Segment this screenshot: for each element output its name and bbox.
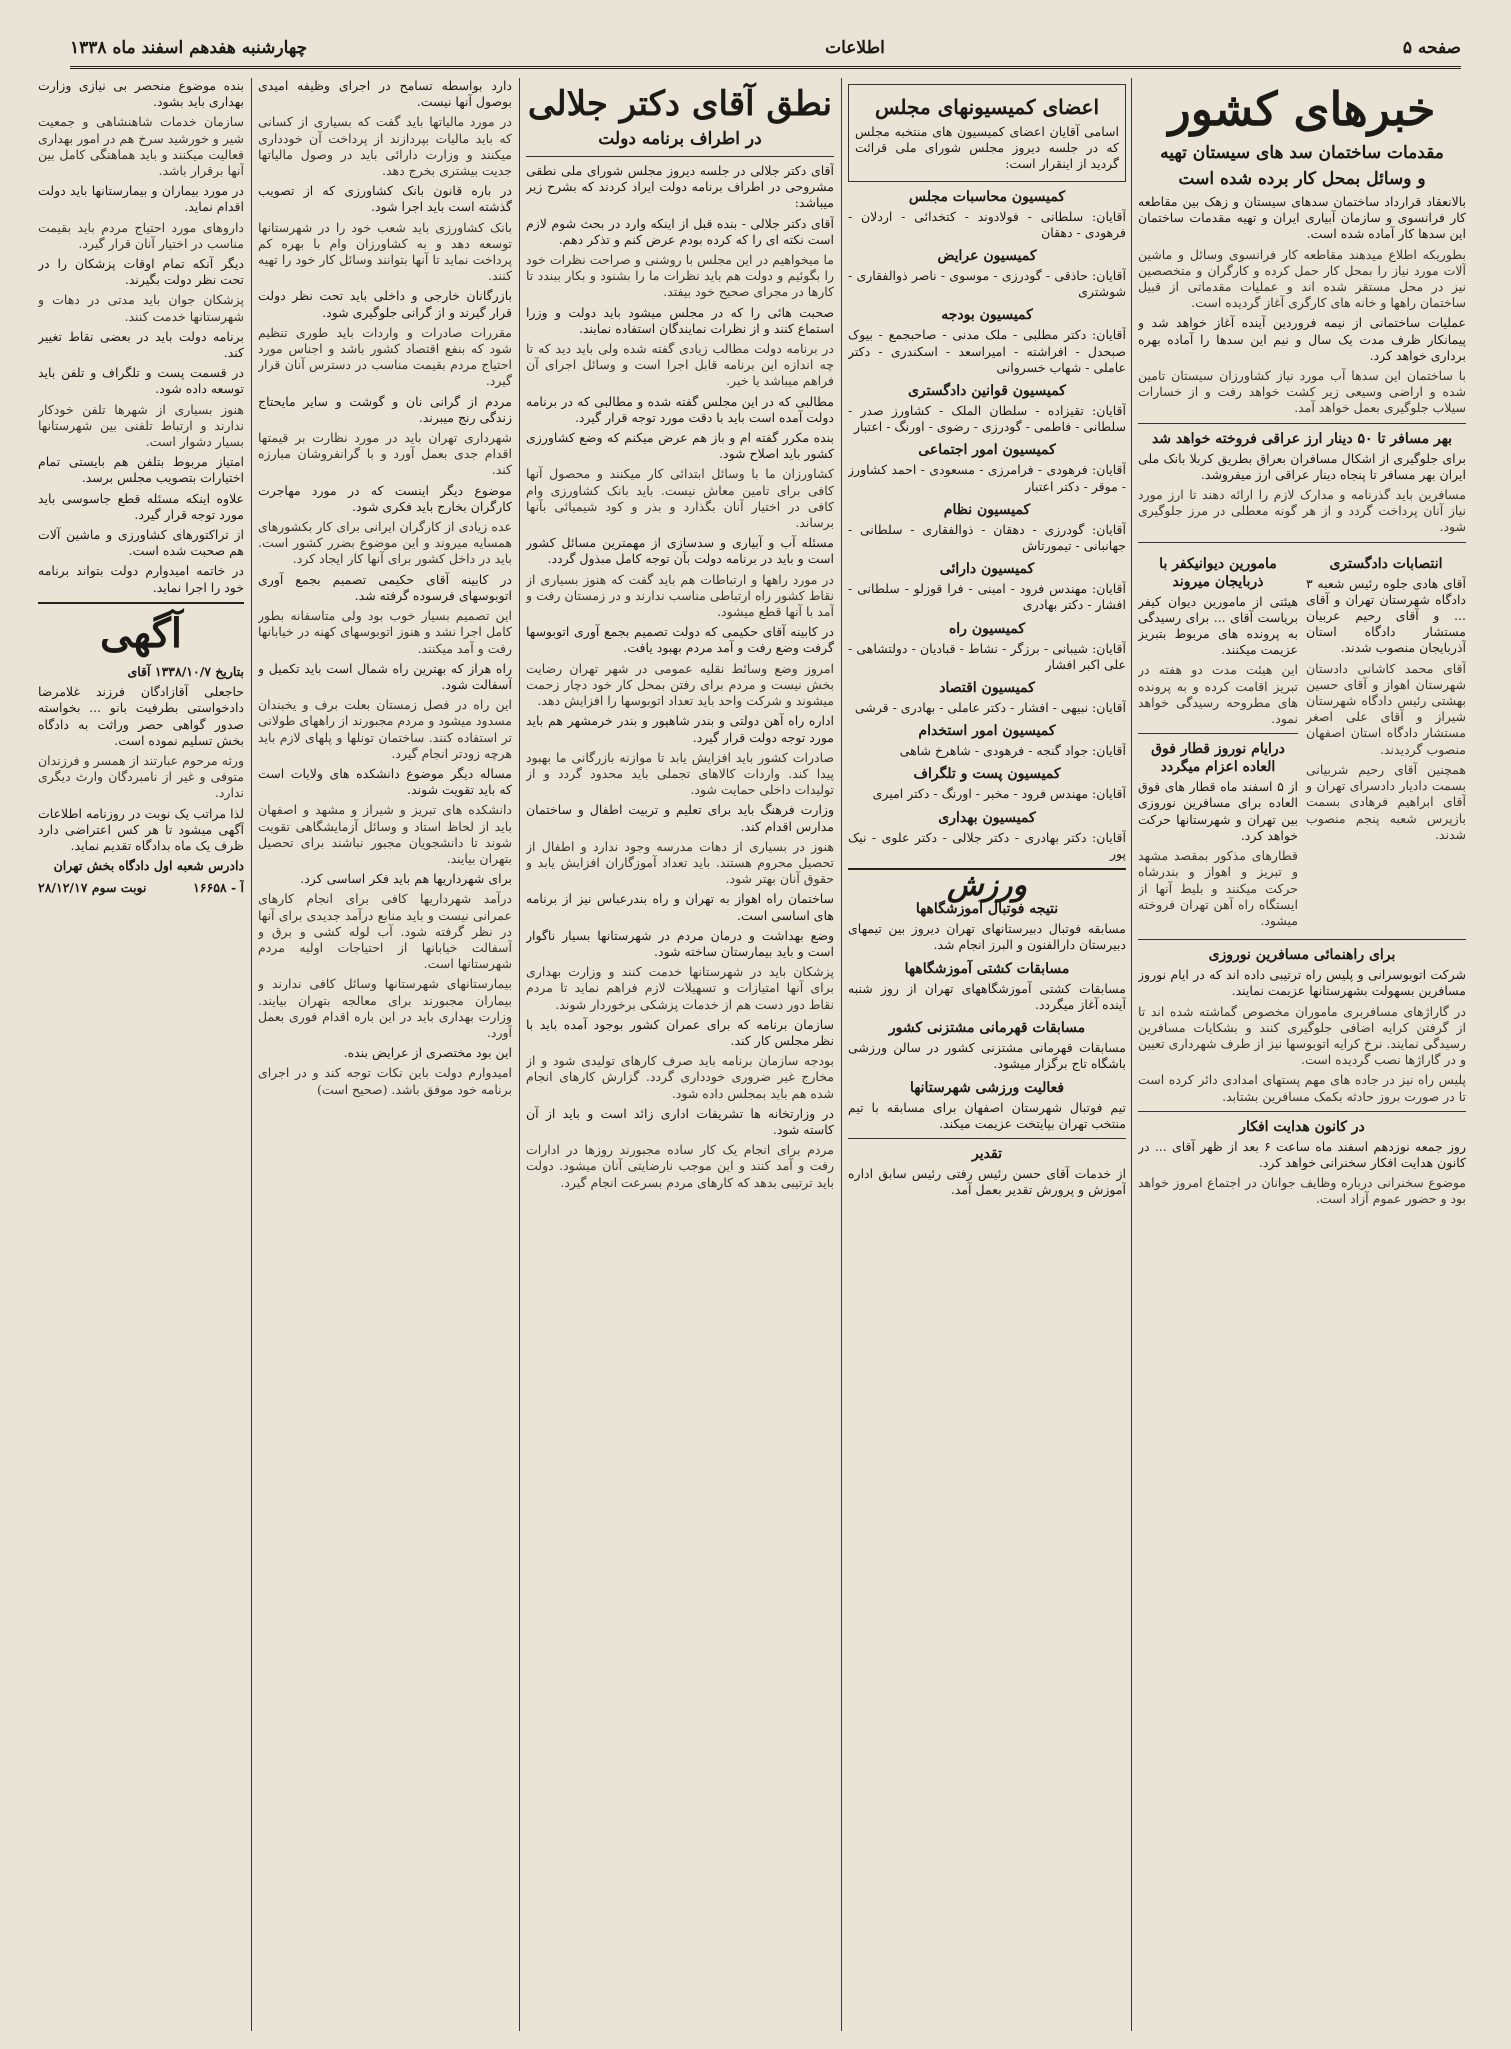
article-text: ما میخواهیم در این مجلس با روشنی و صراحت نظرات خود را بگوئیم و دولت هم باید نظرات ما را بشنود و بکار ببندد تا کارها در مجرای صحیح خود بیفتد. — [526, 252, 834, 300]
article-text: روز جمعه نوزدهم اسفند ماه ساعت ۶ بعد از ظهر آقای ... در کانون هدایت افکار سخنرانی خواهد کرد. — [1138, 1138, 1466, 1170]
column-rule — [1131, 78, 1132, 2031]
column-2 — [848, 78, 1126, 2031]
notice-body: لذا مراتب یک نوبت در روزنامه اطلاعات آگهی میشود تا هر کس اعتراضی دارد ظرف یک ماه بدادگاه تقدیم نماید. — [38, 805, 244, 853]
article-text: شهرداری تهران باید در مورد نظارت بر قیمتها اقدام جدی بعمل آورد و با گرانفروشان مبارزه کند. — [258, 430, 512, 478]
commission-members: آقایان: نبیهی - افشار - دکتر عاملی - بهادری - قرشی — [854, 700, 1126, 716]
newspaper-name: اطلاعات — [825, 38, 885, 58]
article-text: دیگر آنکه تمام اوقات پزشکان را در تحت نظر دولت بگیرند. — [38, 256, 244, 288]
commission-heading: کمیسیون امور استخدام — [918, 723, 1056, 740]
page-number: صفحه ۵ — [1402, 38, 1461, 58]
headline-dam-2: و وسائل بمحل کار برده شده است — [1178, 169, 1426, 189]
sports-headline: مسابقات قهرمانی مشتزنی کشور — [888, 1020, 1086, 1037]
column-rule — [841, 78, 842, 2031]
article-text: آقای دکتر جلالی در جلسه دیروز مجلس شورای ملی نطقی مشروحی در اطراف برنامه دولت ایراد کردند که بشرح زیر میباشد: — [526, 163, 834, 211]
headline-guide: برای راهنمائی مسافرین نوروزی — [1208, 947, 1396, 964]
article-text: هیئتی از مامورین دیوان کیفر بریاست آقای ... برای رسیدگی به پرونده های مربوط بتبریز عزیمت میکنند. — [1138, 593, 1298, 658]
article-text: مقررات صادرات و واردات باید طوری تنظیم شود که بنفع اقتصاد کشور باشد و اجناس مورد احتیاج مردم بقیمت مناسب در دسترس آنان قرار گیرد. — [258, 324, 512, 389]
article-text: از ۵ اسفند ماه قطار های فوق العاده برای مسافرین نوروزی بین تهران و شهرستانها حرکت خواهد کرد. — [1138, 779, 1299, 843]
article-text: پلیس راه نیز در جاده های مهم پستهای امدادی دائر کرده است تا در صورت بروز حادثه بکمک مسافرین بشتابد. — [1138, 1072, 1466, 1104]
article-text: مردم برای انجام یک کار ساده مجبورند روزها در ادارات رفت و آمد کنند و این موجب نارضایتی آنان میشود. دولت باید ترتیبی بدهد که کارهای مردم بسرعت انجام گیرد. — [526, 1142, 834, 1190]
commission-heading: کمیسیون عرایض — [937, 248, 1037, 265]
commission-heading: کمیسیون قوانین دادگستری — [908, 383, 1066, 400]
article-text: بودجه سازمان برنامه باید صرف کارهای تولیدی شود و از مخارج غیر ضروری خودداری گردد. گزارش کارهای انجام شده هم باید بمجلس داده شود. — [526, 1053, 834, 1101]
column-4 — [258, 78, 512, 2031]
commission-heading: کمیسیون بهداری — [938, 809, 1036, 826]
notice-date-line: بتاریخ ۱۳۳۸/۱۰/۷ آقای — [127, 663, 244, 679]
article-text: در مورد مالیاتها باید گفت که بسیاری از کسانی که باید مالیات بپردازند از پرداخت آن خودداری میکنند و وزارت دارائی باید در وصول مالیاتها جدیت بیشتری بخرج دهد. — [258, 114, 512, 179]
commission-heading: کمیسیون پست و تلگراف — [913, 766, 1061, 783]
article-text: بازرگانان خارجی و داخلی باید تحت نظر دولت قرار گیرند و از گرانی جلوگیری شود. — [258, 288, 512, 320]
article-text: همچنین آقای رحیم شربیانی بسمت دادیار دادسرای تهران و آقای ابراهیم فرهادی بسمت بازپرس شعبه پنجم منصوب شدند. — [1306, 761, 1466, 842]
article-text: شرکت اتوبوسرانی و پلیس راه ترتیبی داده اند که در ایام نوروز مسافرین بسهولت بشهرستانها عزیمت نمایند. — [1138, 967, 1466, 999]
article-text: برای جلوگیری از اشکال مسافران بعراق بطریق کربلا بانک ملی ایران بهر مسافر تا پنجاه دینار عراقی ارز میفروشد. — [1138, 450, 1466, 482]
column-rule — [251, 78, 252, 2031]
article-text: راه هراز که بهترین راه شمال است باید تکمیل و آسفالت شود. — [258, 660, 512, 692]
article-text: برای شهرداریها هم باید فکر اساسی کرد. — [300, 871, 512, 887]
article-text: دارد بواسطه تسامح در اجرای وظیفه امیدی بوصول آنها نیست. — [258, 78, 512, 110]
article-text: پزشکان جوان باید مدتی در دهات و شهرستانها خدمت کنند. — [38, 292, 244, 324]
notice-signature: دادرس شعبه اول دادگاه بخش تهران — [53, 858, 244, 874]
divider — [38, 602, 244, 604]
article-text: در گاراژهای مسافربری ماموران مخصوص گماشته شده اند تا از گرفتن کرایه اضافی جلوگیری کنند و بشکایات مسافرین رسیدگی نمایند. نرخ کرایه اتوبوسها نیز از طرف شهرداری تعیین و در گاراژها نصب گردیده است. — [1138, 1003, 1466, 1068]
article-text: بانک کشاورزی باید شعب خود را در شهرستانها توسعه دهد و به کشاورزان وام با بهره کم پرداخت نماید تا آنها بتوانند وسائل کار خود را تهیه کنند. — [258, 219, 512, 284]
article-text: ساختمان راه اهواز به تهران و راه بندرعباس نیز از برنامه های اساسی است. — [526, 891, 834, 923]
article-text: پزشکان باید در شهرستانها خدمت کنند و وزارت بهداری برای آنها امتیازات و تسهیلات لازم فراهم نماید تا مردم نقاط دور دست هم از خدمات پزشکی برخوردار شوند. — [526, 964, 834, 1012]
article-text: وضع بهداشت و درمان مردم در شهرستانها بسیار ناگوار است و باید بیمارستان ساخته شود. — [526, 927, 834, 959]
column-5 — [38, 78, 244, 2031]
headline-passenger: بهر مسافر تا ۵۰ دینار ارز عراقی فروخته خواهد شد — [1151, 430, 1453, 447]
commission-members: آقایان: جواد گنجه - فرهودی - شاهرخ شاهی — [899, 743, 1126, 759]
divider — [1138, 733, 1298, 734]
section-title: خبرهای کشور — [1168, 82, 1436, 136]
commission-members: آقایان: مهندس فرود - مخبر - اورنگ - دکتر امیری — [872, 786, 1126, 802]
article-text: مساله دیگر موضوع دانشکده های ولایات است که باید تقویت شوند. — [258, 765, 512, 798]
article-text: تیم فوتبال شهرستان اصفهان برای مسابقه با تیم منتخب تهران بپایتخت عزیمت میکند. — [848, 1099, 1126, 1131]
article-text: قطارهای مذکور بمقصد مشهد و تبریز و اهواز و بندرشاه حرکت میکنند و بلیط آنها از ایستگاه راه آهن تهران فروخته میشود. — [1138, 848, 1298, 928]
divider — [1138, 1111, 1466, 1112]
column-rule — [519, 78, 520, 2031]
sports-section-logo: ورزش — [946, 868, 1028, 904]
column-1 — [1138, 78, 1466, 2031]
commission-heading: کمیسیون دارائی — [939, 561, 1035, 578]
article-text: داروهای مورد احتیاج مردم باید بقیمت مناسب در اختیار آنان قرار گیرد. — [38, 219, 244, 251]
article-text: صحبت هائی را که در مجلس میشود باید دولت و وزرا استماع کنند و از نظرات نمایندگان استفاده نمایند. — [526, 304, 834, 336]
article-text: از تراکتورهای کشاورزی و ماشین آلات هم صحبت شده است. — [38, 527, 244, 559]
sports-headline: فعالیت ورزشی شهرستانها — [909, 1079, 1065, 1096]
article-text: مردم از گرانی نان و گوشت و سایر مایحتاج زندگی رنج میبرند. — [258, 393, 512, 425]
notice-body: حاجعلی آقازادگان فرزند غلامرضا دادخواستی بطرفیت بانو ... بخواسته صدور گواهی حصر وراثت به دادگاه بخش تسلیم نموده است. — [38, 684, 244, 748]
commission-members: آقایان: شیبانی - برزگر - نشاط - قبادیان - دولتشاهی - علی اکبر افشار — [848, 640, 1126, 672]
commission-heading: کمیسیون نظام — [943, 501, 1031, 518]
article-text: اسامی آقایان اعضای کمیسیون های منتخبه مجلس که در جلسه دیروز مجلس شورای ملی قرائت گردید از اینقرار است: — [855, 124, 1119, 172]
article-text: مسئله آب و آبیاری و سدسازی از مهمترین مسائل کشور است و باید در برنامه دولت بآن توجه کامل مبذول گردد. — [526, 535, 834, 567]
divider — [1138, 939, 1466, 940]
article-text: هنوز بسیاری از شهرها تلفن خودکار ندارند و ارتباط تلفنی بین شهرستانها بسیار دشوار است. — [38, 401, 244, 450]
article-text: آقای دکتر جلالی - بنده قبل از اینکه وارد در بحث شوم لازم است نکته ای را که کرده بودم عرض کنم و تذکر دهم. — [526, 215, 834, 247]
article-text: موضوع دیگر اینست که در مورد مهاجرت کارگران بخارج باید فکری شود. — [258, 482, 512, 514]
article-text: این بود مختصری از عرایض بنده. — [343, 1045, 512, 1061]
commission-members: آقایان: فرهودی - فرامرزی - مسعودی - احمد کشاورز - موقر - دکتر اعتبار — [848, 462, 1126, 494]
article-text: با ساختمان این سدها آب مورد نیاز کشاورزان سیستان تامین شده و اراضی وسیعی زیر کشت خواهد رفت و از خسارات سیلاب جلوگیری بعمل خواهد آمد. — [1138, 368, 1466, 416]
article-text: هنوز در بسیاری از دهات مدرسه وجود ندارد و اطفال از تحصیل محروم هستند. باید تعداد آموزگاران افزایش یابد و حقوق آنان بهتر شود. — [526, 838, 834, 887]
article-text: بنده مکرر گفته ام و باز هم عرض میکنم که وضع کشاورزی کشور باید اصلاح شود. — [526, 430, 834, 462]
sports-headline: تقدیر — [972, 1145, 1002, 1162]
article-text: آقای هادی جلوه رئیس شعبه ۳ دادگاه شهرستان تهران و آقای ... و آقای رحیم عربیان مستشار دادگاه استان آذربایجان منصوب شدند. — [1306, 575, 1466, 656]
divider — [848, 1138, 1126, 1139]
commission-heading: کمیسیون بودجه — [941, 307, 1033, 324]
commission-members: آقایان: سلطانی - فولادوند - کتخدائی - اردلان - فرهودی - دهقان — [848, 208, 1126, 240]
speech-title: نطق آقای دکتر جلالی — [527, 84, 833, 124]
article-text: مسابقه فوتبال دبیرستانهای تهران دیروز بین تیمهای دبیرستان دارالفنون و البرز انجام شد. — [848, 921, 1126, 953]
notice-issue: نوبت سوم ۲۸/۱۲/۱۷ — [38, 880, 147, 896]
commission-members: آقایان: دکتر بهادری - دکتر جلالی - دکتر علوی - نیک پور — [848, 829, 1126, 861]
issue-date: چهارشنبه هفدهم اسفند ماه ۱۳۳۸ — [70, 38, 308, 58]
article-text: از خدمات آقای حسن رئیس رفتی رئیس سابق اداره آموزش و پرورش تقدیر بعمل آمد. — [848, 1165, 1126, 1198]
commission-heading: کمیسیون راه — [948, 620, 1026, 637]
notice-footer — [38, 880, 244, 896]
article-text: عده زیادی از کارگران ایرانی برای کار بکشورهای همسایه میروند و این موضوع بضرر کشور است. باید در داخل کشور برای آنها کار ایجاد کرد. — [258, 519, 512, 567]
masthead — [70, 30, 1461, 69]
article-text: امروز وضع وسائط نقلیه عمومی در شهر تهران رضایت بخش نیست و مردم برای رفتن بمحل کار خود دچار زحمت میشوند و شرکت واحد باید تعداد اتوبوسها را افزایش دهد. — [526, 660, 834, 709]
article-text: در برنامه دولت مطالب زیادی گفته شده ولی باید دید که تا چه اندازه این برنامه قابل اجرا است و وسائل اجرای آن فراهم میباشد یا خیر. — [526, 341, 834, 389]
headline-noruz: درایام نوروز قطار فوق العاده اعزام میگردد — [1151, 741, 1285, 776]
commission-heading: کمیسیون محاسبات مجلس — [908, 188, 1066, 205]
notice-body: ورثه مرحوم عبارتند از همسر و فرزندان متوفی و غیر از نامبردگان وارث دیگری ندارد. — [38, 752, 244, 801]
article-text: بنده موضوع منحصر بی نیازی وزارت بهداری باید بشود. — [38, 78, 244, 110]
article-text: کشاورزان ما با وسائل ابتدائی کار میکنند و محصول آنها کافی برای تامین معاش نیست. باید بانک کشاورزی وام کافی در اختیار آنان بگذارد و بذر و کود شیمیائی بآنها برساند. — [526, 466, 834, 531]
article-text: مسابقات قهرمانی مشتزنی کشور در سالن ورزشی باشگاه تاج برگزار میشود. — [848, 1040, 1126, 1072]
article-text: آقای محمد کاشانی دادستان شهرستان اهواز و آقای حسین بهشتی رئیس دادگاه شهرستان شیراز و آقای علی اصغر مستشار دادگاه استان اصفهان منصوب گردیدند. — [1306, 660, 1466, 757]
divider — [1138, 542, 1466, 543]
article-text: مسافرین باید گذرنامه و مدارک لازم را ارائه دهند تا ارز مورد نیاز آنان پرداخت گردد و از هر گونه معطلی در مرز جلوگیری شود. — [1138, 487, 1466, 535]
article-text: این راه در فصل زمستان بعلت برف و یخبندان مسدود میشود و مردم مجبورند از راههای طولانی تر استفاده کنند. ساختمان تونلها و پلهای لازم باید هرچه زودتر انجام گیرد. — [258, 697, 512, 761]
article-text: در کابینه آقای حکیمی تصمیم بجمع آوری اتوبوسهای فرسوده گرفته شد. — [258, 571, 512, 603]
commission-members: آقایان: گودرزی - دهقان - ذوالفقاری - سلطانی - جهانبانی - تیمورتاش — [848, 521, 1126, 554]
article-text: درآمد شهرداریها کافی برای انجام کارهای عمرانی نیست و باید منابع درآمد جدیدی برای آنها در نظر گرفته شود. آب لوله کشی و برق و آسفالت خیابانها از احتیاجات اولیه مردم شهرستانها است. — [258, 891, 512, 972]
headline-officer: مامورین دیوانیکفر با ذربایجان میروند — [1159, 555, 1277, 590]
headline-judicial: انتصابات دادگستری — [1329, 555, 1443, 572]
notice-code: آ - ۱۶۶۵۸ — [193, 880, 244, 896]
article-text: علاوه اینکه مسئله قطع جاسوسی باید مورد توجه قرار گیرد. — [38, 490, 244, 522]
article-text: وزارت فرهنگ باید برای تعلیم و تربیت اطفال و ساختمان مدارس اقدام کند. — [526, 802, 834, 834]
article-text: اداره راه آهن دولتی و بندر شاهپور و بندر خرمشهر هم باید مورد توجه دولت قرار گیرد. — [526, 713, 834, 745]
article-text: در وزارتخانه ها تشریفات اداری زائد است و باید از آن کاسته شود. — [526, 1105, 834, 1137]
divider — [526, 156, 834, 157]
headline-dam: مقدمات ساختمان سد های سیستان تهیه — [1160, 143, 1444, 163]
headline-school: در کانون هدایت افکار — [1239, 1118, 1365, 1135]
article-text: این هیئت مدت دو هفته در تبریز اقامت کرده و به پرونده های مطروحه رسیدگی خواهد نمود. — [1138, 662, 1298, 727]
article-text: عملیات ساختمانی از نیمه فروردین آینده آغاز خواهد شد و پیمانکار ظرف مدت یک سال و نیم این سدها را آماده بهره برداری خواهد کرد. — [1138, 315, 1466, 363]
article-text: در باره قانون بانک کشاورزی که از تصویب گذشته است باید اجرا شود. — [258, 183, 512, 215]
commission-members: آقایان: مهندس فرود - امینی - فرا قوزلو - سلطانی - افشار - دکتر بهادری — [848, 581, 1126, 613]
article-text: بطوریکه اطلاع میدهند مقاطعه کار فرانسوی وسائل و ماشین آلات مورد نیاز را بمحل کار حمل کرده و کارگران و متخصصین نیز در محل مستقر شده اند و عملیات مقدماتی از قبیل ساختمان راهها و خانه های کارگری آغاز گردیده است. — [1138, 246, 1466, 311]
commission-heading: کمیسیون امور اجتماعی — [918, 442, 1056, 459]
commission-members: آقایان: حاذقی - گودرزی - موسوی - ناصر ذوالفقاری - شوشتری — [848, 268, 1126, 300]
article-text: مطالبی که در این مجلس گفته شده و مطالبی که در برنامه دولت آمده است باید با دقت مورد توجه قرار گیرد. — [526, 393, 834, 425]
commission-heading: کمیسیون اقتصاد — [939, 680, 1035, 697]
notice-title: آگهی — [100, 609, 182, 657]
article-text: سازمان برنامه که برای عمران کشور بوجود آمده باید با نظر مجلس کار کند. — [526, 1016, 834, 1048]
divider — [1138, 423, 1466, 424]
article-text: در مورد بیماران و بیمارستانها باید دولت اقدام نماید. — [38, 183, 244, 215]
article-text: در کابینه آقای حکیمی که دولت تصمیم بجمع آوری اتوبوسها گرفت وضع رفت و آمد مردم بهبود یافت. — [526, 624, 834, 656]
article-text: سازمان خدمات شاهنشاهی و جمعیت شیر و خورشید سرخ هم در امور بهداری فعالیت میکنند و باید هماهنگی کامل بین آنها برقرار باشد. — [38, 114, 244, 179]
article-text: موضوع سخنرانی درباره وظایف جوانان در اجتماع امروز خواهد بود و حضور عموم آزاد است. — [1138, 1175, 1466, 1207]
sports-headline: نتیجه فوتبال آموزشگاهها — [915, 901, 1059, 918]
article-text: در قسمت پست و تلگراف و تلفن باید توسعه داده شود. — [38, 365, 244, 397]
article-text: این تصمیم بسیار خوب بود ولی متاسفانه بطور کامل اجرا نشد و هنوز اتوبوسهای کهنه در خیابانها رفت و آمد میکنند. — [258, 608, 512, 656]
article-text: دانشکده های تبریز و شیراز و مشهد و اصفهان باید از لحاظ استاد و وسائل آزمایشگاهی تقویت شوند تا دانشجویان مجبور نباشند برای تحصیل بتهران بیایند. — [258, 802, 512, 866]
commission-members: آقایان: دکتر مطلبی - ملک مدنی - صاحبجمع - بیوک صبحدل - افراشته - امیراسعد - اسکندری - دکتر عاملی - شهاب خسروانی — [848, 327, 1126, 375]
article-text: مسابقات کشتی آموزشگاههای تهران از روز شنبه آینده آغاز میگردد. — [848, 980, 1126, 1012]
commissions-box — [848, 84, 1126, 182]
article-text: بالانعقاد قرارداد ساختمان سدهای سیستان و زهک بین مقاطعه کار فرانسوی و سازمان آبیاری ایران و تهیه مقدمات ساختمان این سدها کار آماده شده است. — [1138, 194, 1466, 242]
sports-headline: مسابقات کشتی آموزشگاهها — [904, 960, 1070, 977]
headline-commissions: اعضای کمیسیونهای مجلس — [874, 95, 1100, 119]
article-text: امتیاز مربوط بتلفن هم بایستی تمام اختیارات بتصویب مجلس برسد. — [38, 454, 244, 486]
commission-members: آقایان: تقیزاده - سلطان الملک - کشاورز صدر - سلطانی - فاطمی - گودرزی - رضوی - اورنگ - اعتبار — [848, 403, 1126, 435]
article-text: برنامه دولت باید در بعضی نقاط تغییر کند. — [38, 328, 244, 361]
speech-subtitle: در اطراف برنامه دولت — [598, 129, 762, 149]
article-text: امیدوارم دولت باین نکات توجه کند و در اجرای برنامه خود موفق باشد. (صحیح است) — [258, 1065, 512, 1097]
article-text: در خاتمه امیدوارم دولت بتواند برنامه خود را اجرا نماید. — [38, 563, 244, 595]
column-3 — [526, 78, 834, 2031]
article-text: صادرات کشور باید افزایش یابد تا موازنه بازرگانی ما بهبود پیدا کند. واردات کالاهای تجملی باید محدود گردد و از تولیدات داخلی حمایت شود. — [526, 749, 834, 798]
article-text: بیمارستانهای شهرستانها وسائل کافی ندارند و بیماران مجبورند برای معالجه بتهران بیایند. وزارت بهداری باید در این باره اقدام فوری بعمل آورد. — [258, 976, 512, 1040]
article-text: در مورد راهها و ارتباطات هم باید گفت که هنوز بسیاری از نقاط کشور راه ارتباطی مناسب ندارند و در زمستان رفت و آمد با آنها قطع میشود. — [526, 571, 834, 620]
